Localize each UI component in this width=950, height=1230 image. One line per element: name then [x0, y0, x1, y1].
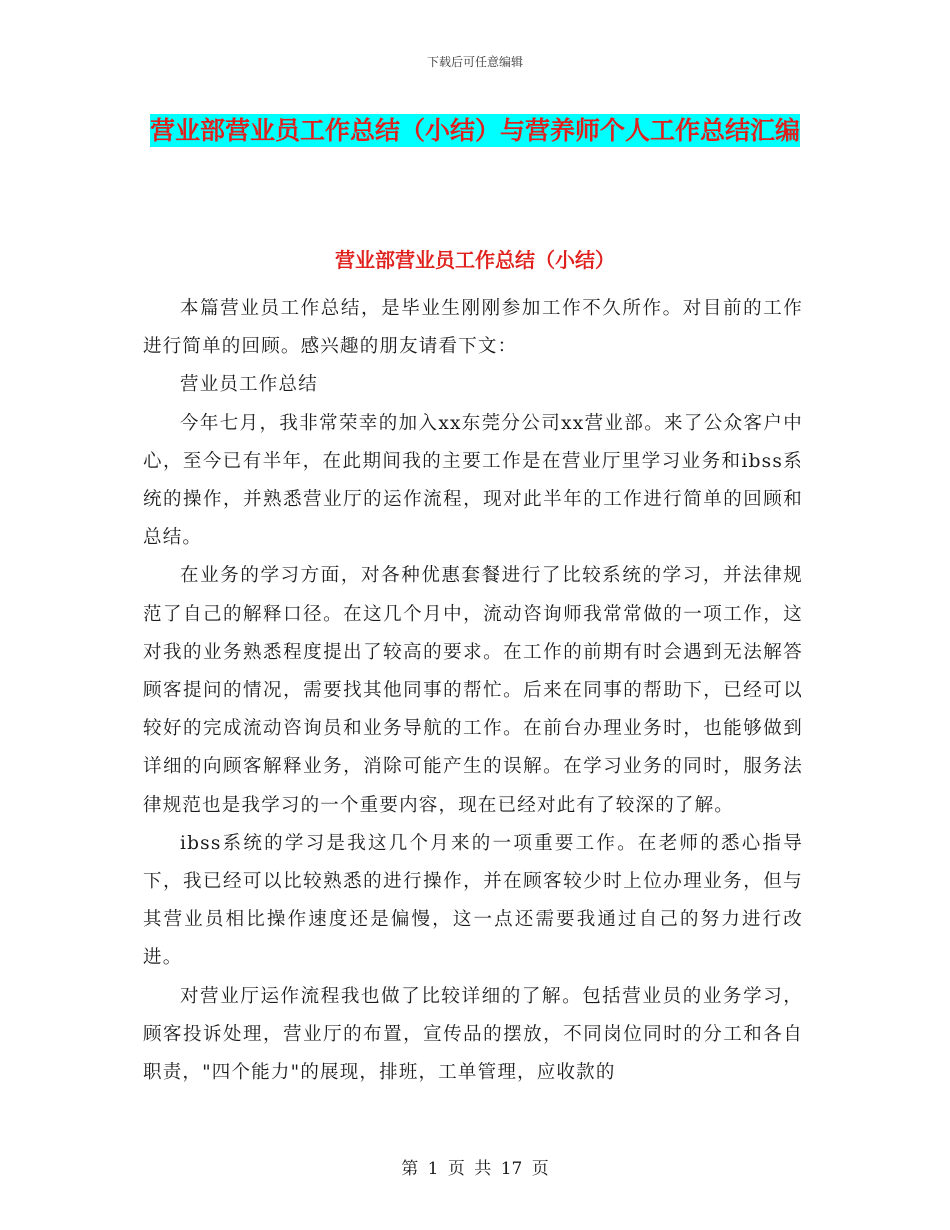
document-title: [150, 108, 800, 154]
section-title: 营业部营业员工作总结（小结）: [335, 248, 615, 272]
document-body: [143, 290, 803, 1092]
page-header-note: 下载后可任意编辑: [426, 55, 523, 69]
paragraph-joining: 今年七月，我非常荣幸的加入xx东莞分公司xx营业部。来了公众客户中心，至今已有半年，在此期间我的主要工作是在营业厅里学习业务和ibss系统的操作，并熟悉营业厅的运作流程，现对此半年的工作进行简单的回顾和总结。: [143, 412, 803, 549]
paragraph-intro: 本篇营业员工作总结，是毕业生刚刚参加工作不久所作。对目前的工作进行简单的回顾。感兴趣的朋友请看下文：: [143, 298, 803, 358]
paragraph-business-study: 在业务的学习方面，对各种优惠套餐进行了比较系统的学习，并法律规范了自己的解释口径。在这几个月中，流动咨询师我常常做的一项工作，这对我的业务熟悉程度提出了较高的要求。在工作的前期有时会遇到无法解答顾客提问的情况，需要找其他同事的帮忙。后来在同事的帮助下，已经可以较好的完成流动咨询员和业务导航的工作。在前台办理业务时，也能够做到详细的向顾客解释业务，消除可能产生的误解。在学习业务的同时，服务法律规范也是我学习的一个重要内容，现在已经对此有了较深的了解。: [143, 565, 803, 816]
paragraph-ibss-study: ibss系统的学习是我这几个月来的一项重要工作。在老师的悉心指导下，我已经可以比较熟悉的进行操作，并在顾客较少时上位办理业务，但与其营业员相比操作速度还是偏慢，这一点还需要我通过自己的努力进行改进。: [143, 832, 803, 969]
document-title-text: 营业部营业员工作总结（小结）与营养师个人工作总结汇编: [150, 116, 801, 145]
paragraph-heading: 营业员工作总结: [180, 374, 318, 396]
page-number-footer: 第 1 页 共 17 页: [401, 1159, 549, 1179]
paragraph-workflow: 对营业厅运作流程我也做了比较详细的了解。包括营业员的业务学习，顾客投诉处理，营业厅的布置，宣传品的摆放，不同岗位同时的分工和各自职责，"四个能力"的展现，排班，工单管理，应收款的: [143, 985, 803, 1084]
